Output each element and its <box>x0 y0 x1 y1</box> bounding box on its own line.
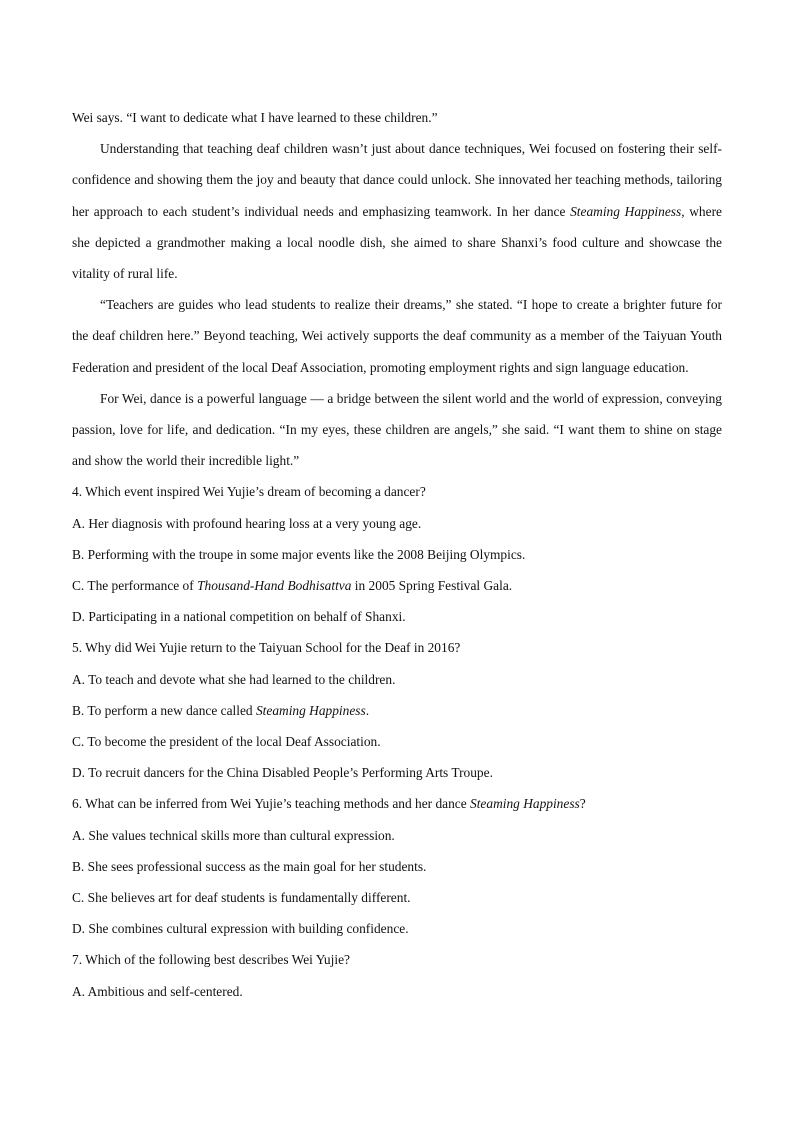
question-6-stem <box>72 788 722 819</box>
passage-paragraph-2 <box>72 133 722 289</box>
question-6-option-a: A. She values technical skills more than cultural expression. <box>72 827 395 843</box>
q6-stem-pre: 6. What can be inferred from Wei Yujie’s teaching methods and her dance <box>72 796 471 812</box>
question-5-stem: 5. Why did Wei Yujie return to the Taiyuan School for the Deaf in 2016? <box>72 640 461 656</box>
question-4-stem: 4. Which event inspired Wei Yujie’s dream of becoming a dancer? <box>72 484 426 500</box>
question-7-option-a: A. Ambitious and self-centered. <box>72 983 243 999</box>
q4-option-c-title: Thousand-Hand Bodhisattva <box>197 578 352 594</box>
question-5-option-b <box>72 695 722 726</box>
document-page <box>72 102 722 1007</box>
question-6-option-d: D. She combines cultural expression with building confidence. <box>72 921 409 937</box>
paragraph-2-text-b: , where she depicted a grandmother making a local noodle dish, she aimed to share Shanxi’s food culture and showcase the vitality of rural life. <box>72 203 722 282</box>
passage-paragraph-4: For Wei, dance is a powerful language — a bridge between the silent world and the world of expression, conveying passion, love for life, and dedication. “In my eyes, these children are angels,” she said. “I want them to shine on stage and show the world their incredible light.” <box>72 390 722 469</box>
question-4-option-c <box>72 570 722 601</box>
question-5-option-d: D. To recruit dancers for the China Disabled People’s Performing Arts Troupe. <box>72 765 493 781</box>
question-7-stem: 7. Which of the following best describes Wei Yujie? <box>72 952 350 968</box>
question-5-option-c: C. To become the president of the local Deaf Association. <box>72 734 381 750</box>
question-6-option-c: C. She believes art for deaf students is fundamentally different. <box>72 890 411 906</box>
q5-option-b-pre: B. To perform a new dance called <box>72 702 256 718</box>
question-4-option-a: A. Her diagnosis with profound hearing loss at a very young age. <box>72 515 422 531</box>
passage-paragraph-3: “Teachers are guides who lead students to realize their dreams,” she stated. “I hope to create a brighter future for the deaf children here.” Beyond teaching, Wei actively supports the deaf community as a member of the Taiyuan Youth Federation and president of the local Deaf Association, promoting employment rights and sign language education. <box>72 297 722 375</box>
question-5-option-a: A. To teach and devote what she had learned to the children. <box>72 671 396 687</box>
q6-stem-post: ? <box>579 796 586 812</box>
q6-stem-title: Steaming Happiness <box>470 796 580 812</box>
question-6-option-b: B. She sees professional success as the main goal for her students. <box>72 858 427 874</box>
dance-title: Steaming Happiness <box>570 203 682 219</box>
paragraph-2-text-a: Understanding that teaching deaf children wasn’t just about dance techniques, Wei focused on fostering their self-confidence and showing them the joy and beauty that dance could unlock. She innovated her teaching methods, tailoring her approach to each student’s individual needs and emphasizing teamwork. In her dance <box>72 141 722 219</box>
q4-option-c-pre: C. The performance of <box>72 578 198 594</box>
q5-option-b-post: . <box>365 702 370 718</box>
q4-option-c-post: in 2005 Spring Festival Gala. <box>351 578 513 594</box>
q5-option-b-title: Steaming Happiness <box>255 702 366 718</box>
question-4-option-d: D. Participating in a national competition on behalf of Shanxi. <box>72 609 406 625</box>
passage-paragraph-1: Wei says. “I want to dedicate what I have learned to these children.” <box>72 110 438 125</box>
question-4-option-b: B. Performing with the troupe in some major events like the 2008 Beijing Olympics. <box>72 546 526 562</box>
